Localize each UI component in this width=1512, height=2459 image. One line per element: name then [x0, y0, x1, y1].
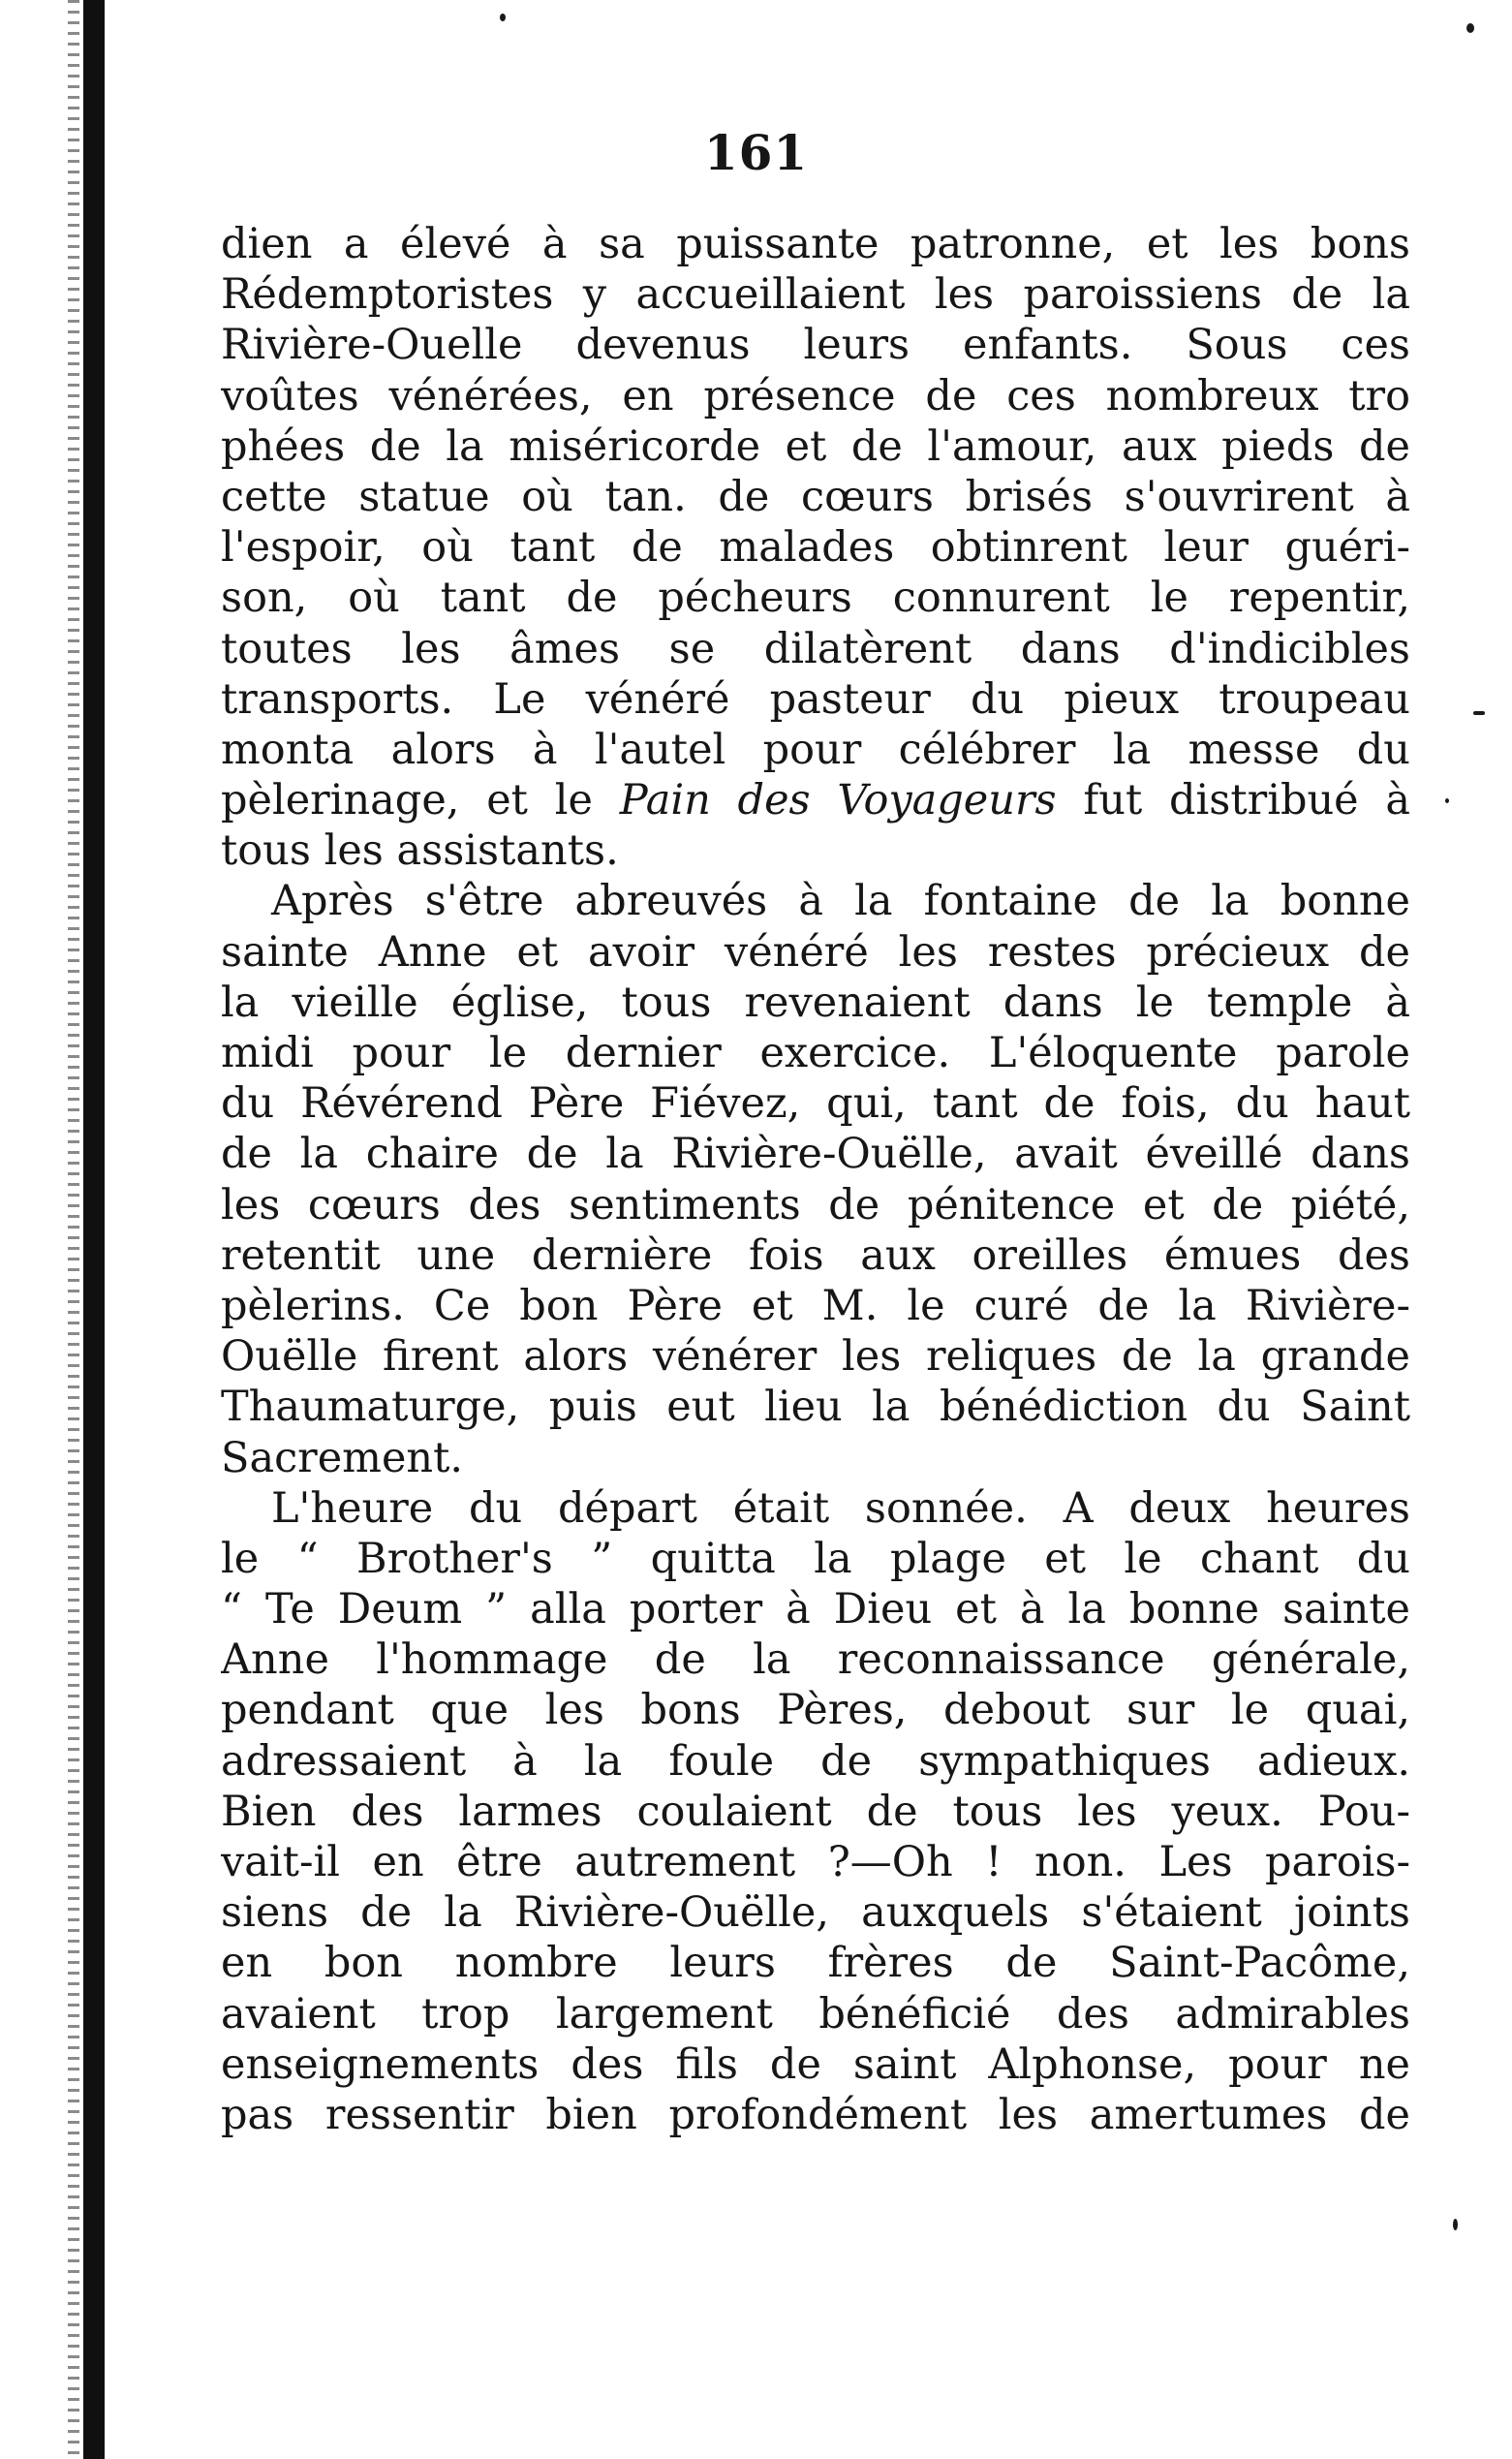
paragraph-start-line: L'heure du départ était sonnée. A deux heures: [271, 1483, 1410, 1533]
page-number: 161: [703, 124, 809, 181]
text-line: Rivière-Ouelle devenus leurs enfants. Sous ces: [221, 321, 1410, 370]
text-line: pendant que les bons Pères, debout sur le quai,: [221, 1686, 1410, 1735]
ink-speck: [500, 14, 506, 21]
ink-speck: [1466, 23, 1474, 33]
text-line: phées de la miséricorde et de l'amour, aux pieds de: [221, 421, 1410, 471]
ink-speck: [1473, 711, 1485, 715]
text-line: Ouëlle firent alors vénérer les reliques de la grande: [221, 1332, 1410, 1382]
text-line: en bon nombre leurs frères de Saint-Pacôme,: [221, 1939, 1410, 1988]
text-line: Sacrement.: [221, 1433, 464, 1482]
italic-title: Pain des Voyageurs: [619, 776, 1057, 825]
text-segment: pèlerinage, et le: [221, 776, 593, 825]
text-line: dien a élevé à sa puissante patronne, et les bons: [221, 220, 1410, 268]
text-line: adressaient à la foule de sympathiques adieux.: [221, 1736, 1410, 1786]
text-line: tous les assistants.: [221, 826, 619, 876]
text-line: retentit une dernière fois aux oreilles émues des: [221, 1230, 1410, 1280]
text-line: cette statue où tan. de cœurs brisés s'ouvrirent à: [221, 472, 1410, 521]
text-line: “ Te Deum ” alla porter à Dieu et à la bonne sainte: [221, 1585, 1410, 1634]
text-line: l'espoir, où tant de malades obtinrent leur guéri-: [221, 523, 1410, 573]
text-line: le “ Brother's ” quitta la plage et le chant du: [221, 1534, 1410, 1583]
paragraph-start-line: Après s'être abreuvés à la fontaine de la bonne: [271, 877, 1410, 926]
text-segment: fut distribué à: [1083, 776, 1410, 825]
body-text: [221, 219, 1410, 2140]
text-line: Bien des larmes coulaient de tous les yeux. Pou-: [221, 1787, 1410, 1836]
text-line: les cœurs des sentiments de pénitence et de piété,: [221, 1180, 1410, 1230]
ink-speck: [1445, 798, 1449, 803]
text-line: son, où tant de pécheurs connurent le repentir,: [221, 574, 1410, 623]
ink-speck: [1453, 2219, 1458, 2230]
text-line: toutes les âmes se dilatèrent dans d'indicibles: [221, 624, 1410, 673]
text-line: pas ressentir bien profondément les amertumes de: [221, 2090, 1410, 2139]
text-line: avaient trop largement bénéficié des admirables: [221, 1989, 1410, 2039]
text-line: de la chaire de la Rivière-Ouëlle, avait éveillé dans: [221, 1130, 1410, 1179]
text-line: Thaumaturge, puis eut lieu la bénédiction du Saint: [221, 1383, 1410, 1432]
text-line: enseignements des fils de saint Alphonse, pour ne: [221, 2039, 1410, 2089]
text-line: la vieille église, tous revenaient dans le temple à: [221, 978, 1410, 1027]
text-line: monta alors à l'autel pour célébrer la messe du: [221, 725, 1410, 774]
text-line: pèlerins. Ce bon Père et M. le curé de la Rivière-: [221, 1281, 1410, 1330]
text-line: siens de la Rivière-Ouëlle, auxquels s'étaient joints: [221, 1888, 1410, 1938]
text-line: transports. Le vénéré pasteur du pieux troupeau: [221, 674, 1410, 724]
text-line: vait-il en être autrement ?—Oh ! non. Les parois-: [221, 1838, 1410, 1886]
text-line: Anne l'hommage de la reconnaissance générale,: [221, 1635, 1410, 1685]
text-line: voûtes vénérées, en présence de ces nombreux tro: [221, 371, 1410, 420]
text-line: Rédemptoristes y accueillaient les paroissiens de la: [221, 270, 1410, 320]
book-binding-shadow: [83, 0, 105, 2459]
binding-edge-marks: [68, 0, 79, 2459]
text-line-with-italic: [221, 775, 1410, 825]
text-line: du Révérend Père Fiévez, qui, tant de fois, du haut: [221, 1079, 1410, 1129]
text-line: midi pour le dernier exercice. L'éloquente parole: [221, 1029, 1410, 1077]
text-line: sainte Anne et avoir vénéré les restes précieux de: [221, 927, 1410, 977]
